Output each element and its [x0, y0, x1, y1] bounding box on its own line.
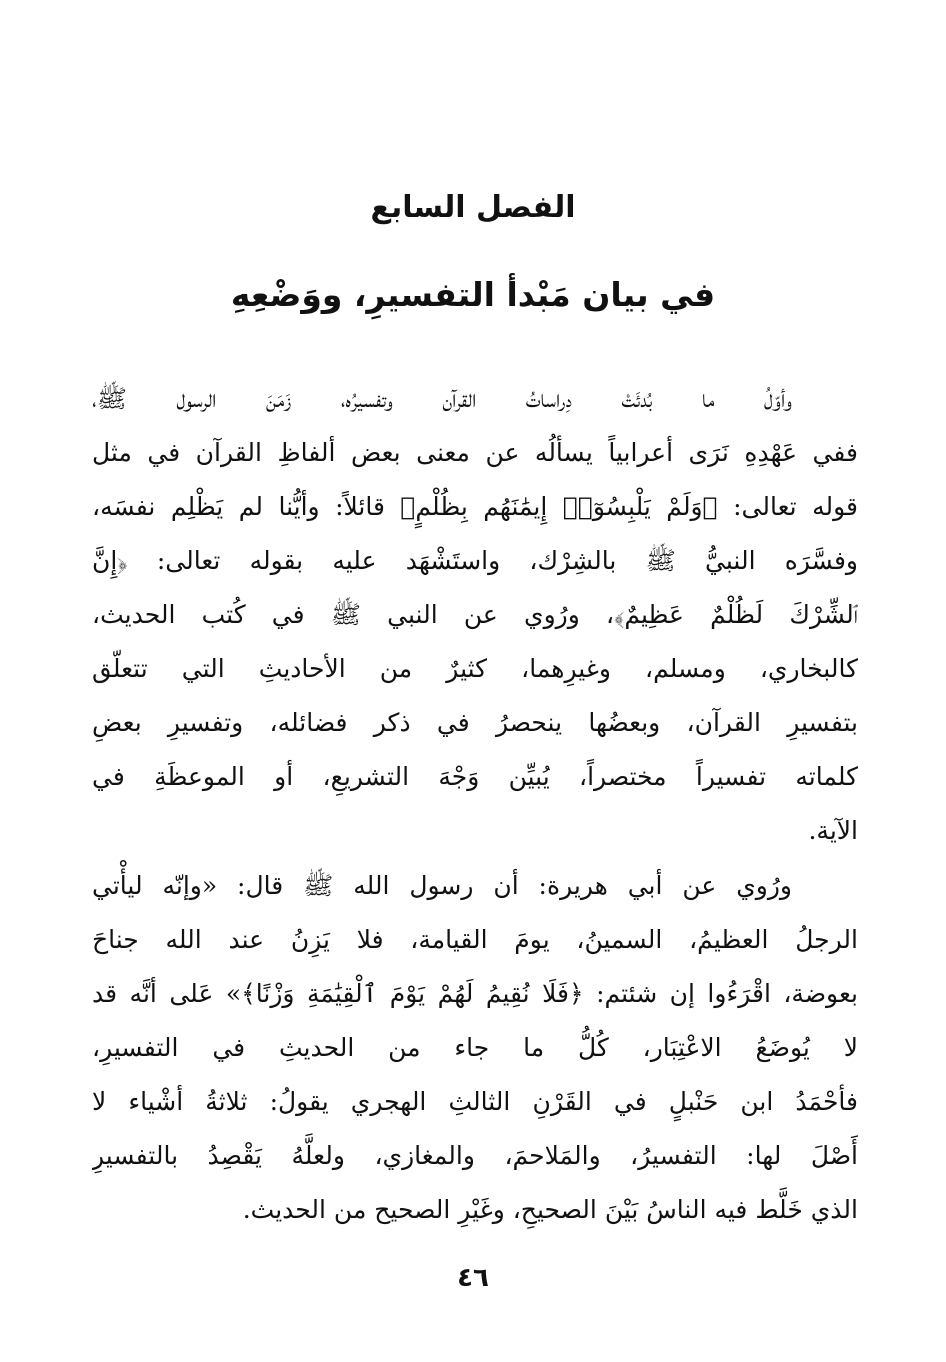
text-line: ٱلشِّرْكَ لَظُلْمٌ عَظِيمٌ﴾، ورُوي عن النبي ﷺ في كُتب الحديث،	[92, 600, 858, 629]
text-line: وفسَّرَه النبيُّ ﷺ بالشِرْك، واستَشْهَد عليه بقوله تعالى: ﴿إِنَّ	[92, 546, 858, 575]
text-line: الذي خَلَّط فيه الناسُ بَيْنَ الصحيحِ، وغَيْرِ الصحيح من الحديث.	[242, 1195, 858, 1224]
text-line: بعوضة، اقْرَءُوا إن شئتم: ﴿فَلَا نُقِيمُ لَهُمْ يَوْمَ ٱلْقِيَٰمَةِ وَزْنًا﴾» عَلى أنَّه قد	[92, 979, 858, 1008]
page-number: ٤٦	[457, 1263, 489, 1293]
text-line: ورُوي عن أبي هريرة: أن رسول الله ﷺ قال: «وإنّه ليأْتي	[92, 871, 792, 900]
text-line: الآية.	[808, 816, 858, 845]
paragraph-1	[92, 372, 858, 858]
text-line: قوله تعالى: ﴿وَلَمْ يَلْبِسُوٓا۟ إِيمَٰنَهُم بِظُلْمٍ﴾ قائلاً: وأيُّنا لم يَظْلِم نفسَه،	[92, 492, 858, 521]
paragraph-2	[92, 859, 858, 1237]
text-line: فأحْمَدُ ابن حَنْبلٍ في القَرْنِ الثالثِ الهجري يقولُ: ثلاثةُ أشْياء لا	[92, 1087, 858, 1116]
text-line: وأوّلُ ما بُدئَتْ دِراساتُ القرآن وتفسيرُه، زَمَنَ الرسول ﷺ،	[92, 384, 792, 413]
text-line: كالبخاري، ومسلم، وغيرِهما، كثيرٌ من الأحاديثِ التي تتعلّق	[92, 654, 858, 683]
text-line: كلماته تفسيراً مختصراً، يُبيِّن وَجْهَ التشريعِ، أو الموعظَةِ في	[92, 762, 858, 791]
text-line: بتفسيرِ القرآن، وبعضُها ينحصرُ في ذكر فضائله، وتفسيرِ بعضِ	[92, 708, 858, 737]
text-line: أَصْلَ لها: التفسيرُ، والمَلاحمَ، والمغازي، ولعلَّهُ يَقْصِدُ بالتفسيرِ	[92, 1141, 858, 1170]
text-line: لا يُوضَعُ الاعْتِبَار، كُلُّ ما جاء من الحديثِ في التفسيرِ،	[92, 1033, 858, 1062]
chapter-label: الفصل السابع	[370, 190, 576, 225]
chapter-title: في بيان مَبْدأ التفسيرِ، ووَضْعِهِ	[230, 275, 716, 314]
text-line: ففي عَهْدِهِ نَرَى أعرابياً يسألُه عن معنى بعض ألفاظِ القرآن في مثل	[92, 438, 858, 467]
text-line: الرجلُ العظيمُ، السمينُ، يومَ القيامة، فلا يَزِنُ عند الله جناحَ	[92, 925, 858, 954]
